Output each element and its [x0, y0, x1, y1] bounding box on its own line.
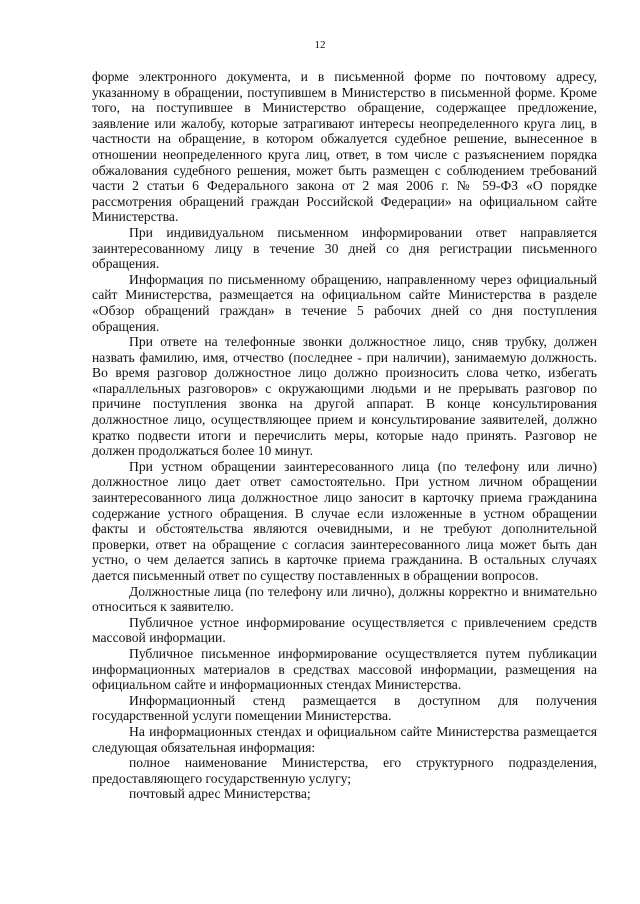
list-item-full-name: полное наименование Министерства, его структурного подразделения, предоставляющего государственную услугу; — [92, 755, 597, 786]
paragraph-public-oral-info: Публичное устное информирование осуществляется с привлечением средств массовой информации. — [92, 614, 597, 646]
paragraph-oral-appeal: При устном обращении заинтересованного лица (по телефону или лично) должностное лицо дает ответ самостоятельно. При устном личном обращении заинтересованного лица должностное лицо заносит в карточку приема гражданина содержание устного обращения. В случае если изложенные в устном обращении факты и обстоятельства являются очевидными, и не требуют дополнительной проверки, ответ на обращение с согласия заинтересованного лица может быть дан устно, о чем делается запись в карточке приема гражданина. В остальных случаях дается письменный ответ по существу поставленных в обращении вопросов. — [92, 458, 597, 583]
paragraph-website-written-appeal: Информация по письменному обращению, направленному через официальный сайт Министерства, размещается на официальном сайте Министерства в разделе «Обзор обращений граждан» в течение 5 рабочих дней со дня поступления обращения. — [92, 271, 597, 334]
document-body — [92, 69, 597, 802]
paragraph-info-stand: Информационный стенд размещается в доступном для получения государственной услуги помещении Министерства. — [92, 692, 597, 724]
list-item-postal-address: почтовый адрес Министерства; — [129, 786, 311, 802]
page-number: 12 — [314, 39, 326, 51]
paragraph-officials-conduct: Должностные лица (по телефону или лично), должны корректно и внимательно относиться к заявителю. — [92, 583, 597, 615]
paragraph-public-written-info: Публичное письменное информирование осуществляется путем публикации информационных материалов в средствах массовой информации, размещения на официальном сайте и информационных стендах Министерства. — [92, 645, 597, 693]
paragraph-individual-written-info: При индивидуальном письменном информировании ответ направляется заинтересованному лицу в течение 30 дней со дня регистрации письменного обращения. — [92, 224, 597, 272]
paragraph-mandatory-info-intro: На информационных стендах и официальном сайте Министерства размещается следующая обязательная информация: — [92, 723, 597, 755]
paragraph-continuation: форме электронного документа, и в письменной форме по почтовому адресу, указанному в обращении, поступившем в Министерство в письменной форме. Кроме того, на поступившее в Министерство обращение, содержащее предложение, заявление или жалобу, которые затрагивают интересы неопределенного круга лиц, в частности на обращение, в котором обжалуется судебное решение, вынесенное в отношении неопределенного круга лиц, ответ, в том числе с разъяснением порядка обжалования судебного решения, может быть размещен с соблюдением требований части 2 статьи 6 Федерального закона от 2 мая 2006 г. № 59-ФЗ «О порядке рассмотрения обращений граждан Российской Федерации» на официальном сайте Министерства. — [92, 69, 597, 225]
paragraph-phone-calls: При ответе на телефонные звонки должностное лицо, сняв трубку, должен назвать фамилию, имя, отчество (последнее - при наличии), занимаемую должность. Во время разговор должностное лицо должно произносить слова четко, избегать «параллельных разговоров» с окружающими людьми и не прерывать разговор по причине поступления звонка на другой аппарат. В конце консультирования должностное лицо, осуществляющее прием и консультирование заявителей, должно кратко подвести итоги и перечислить меры, которые надо принять. Разговор не должен продолжаться более 10 минут. — [92, 334, 597, 459]
